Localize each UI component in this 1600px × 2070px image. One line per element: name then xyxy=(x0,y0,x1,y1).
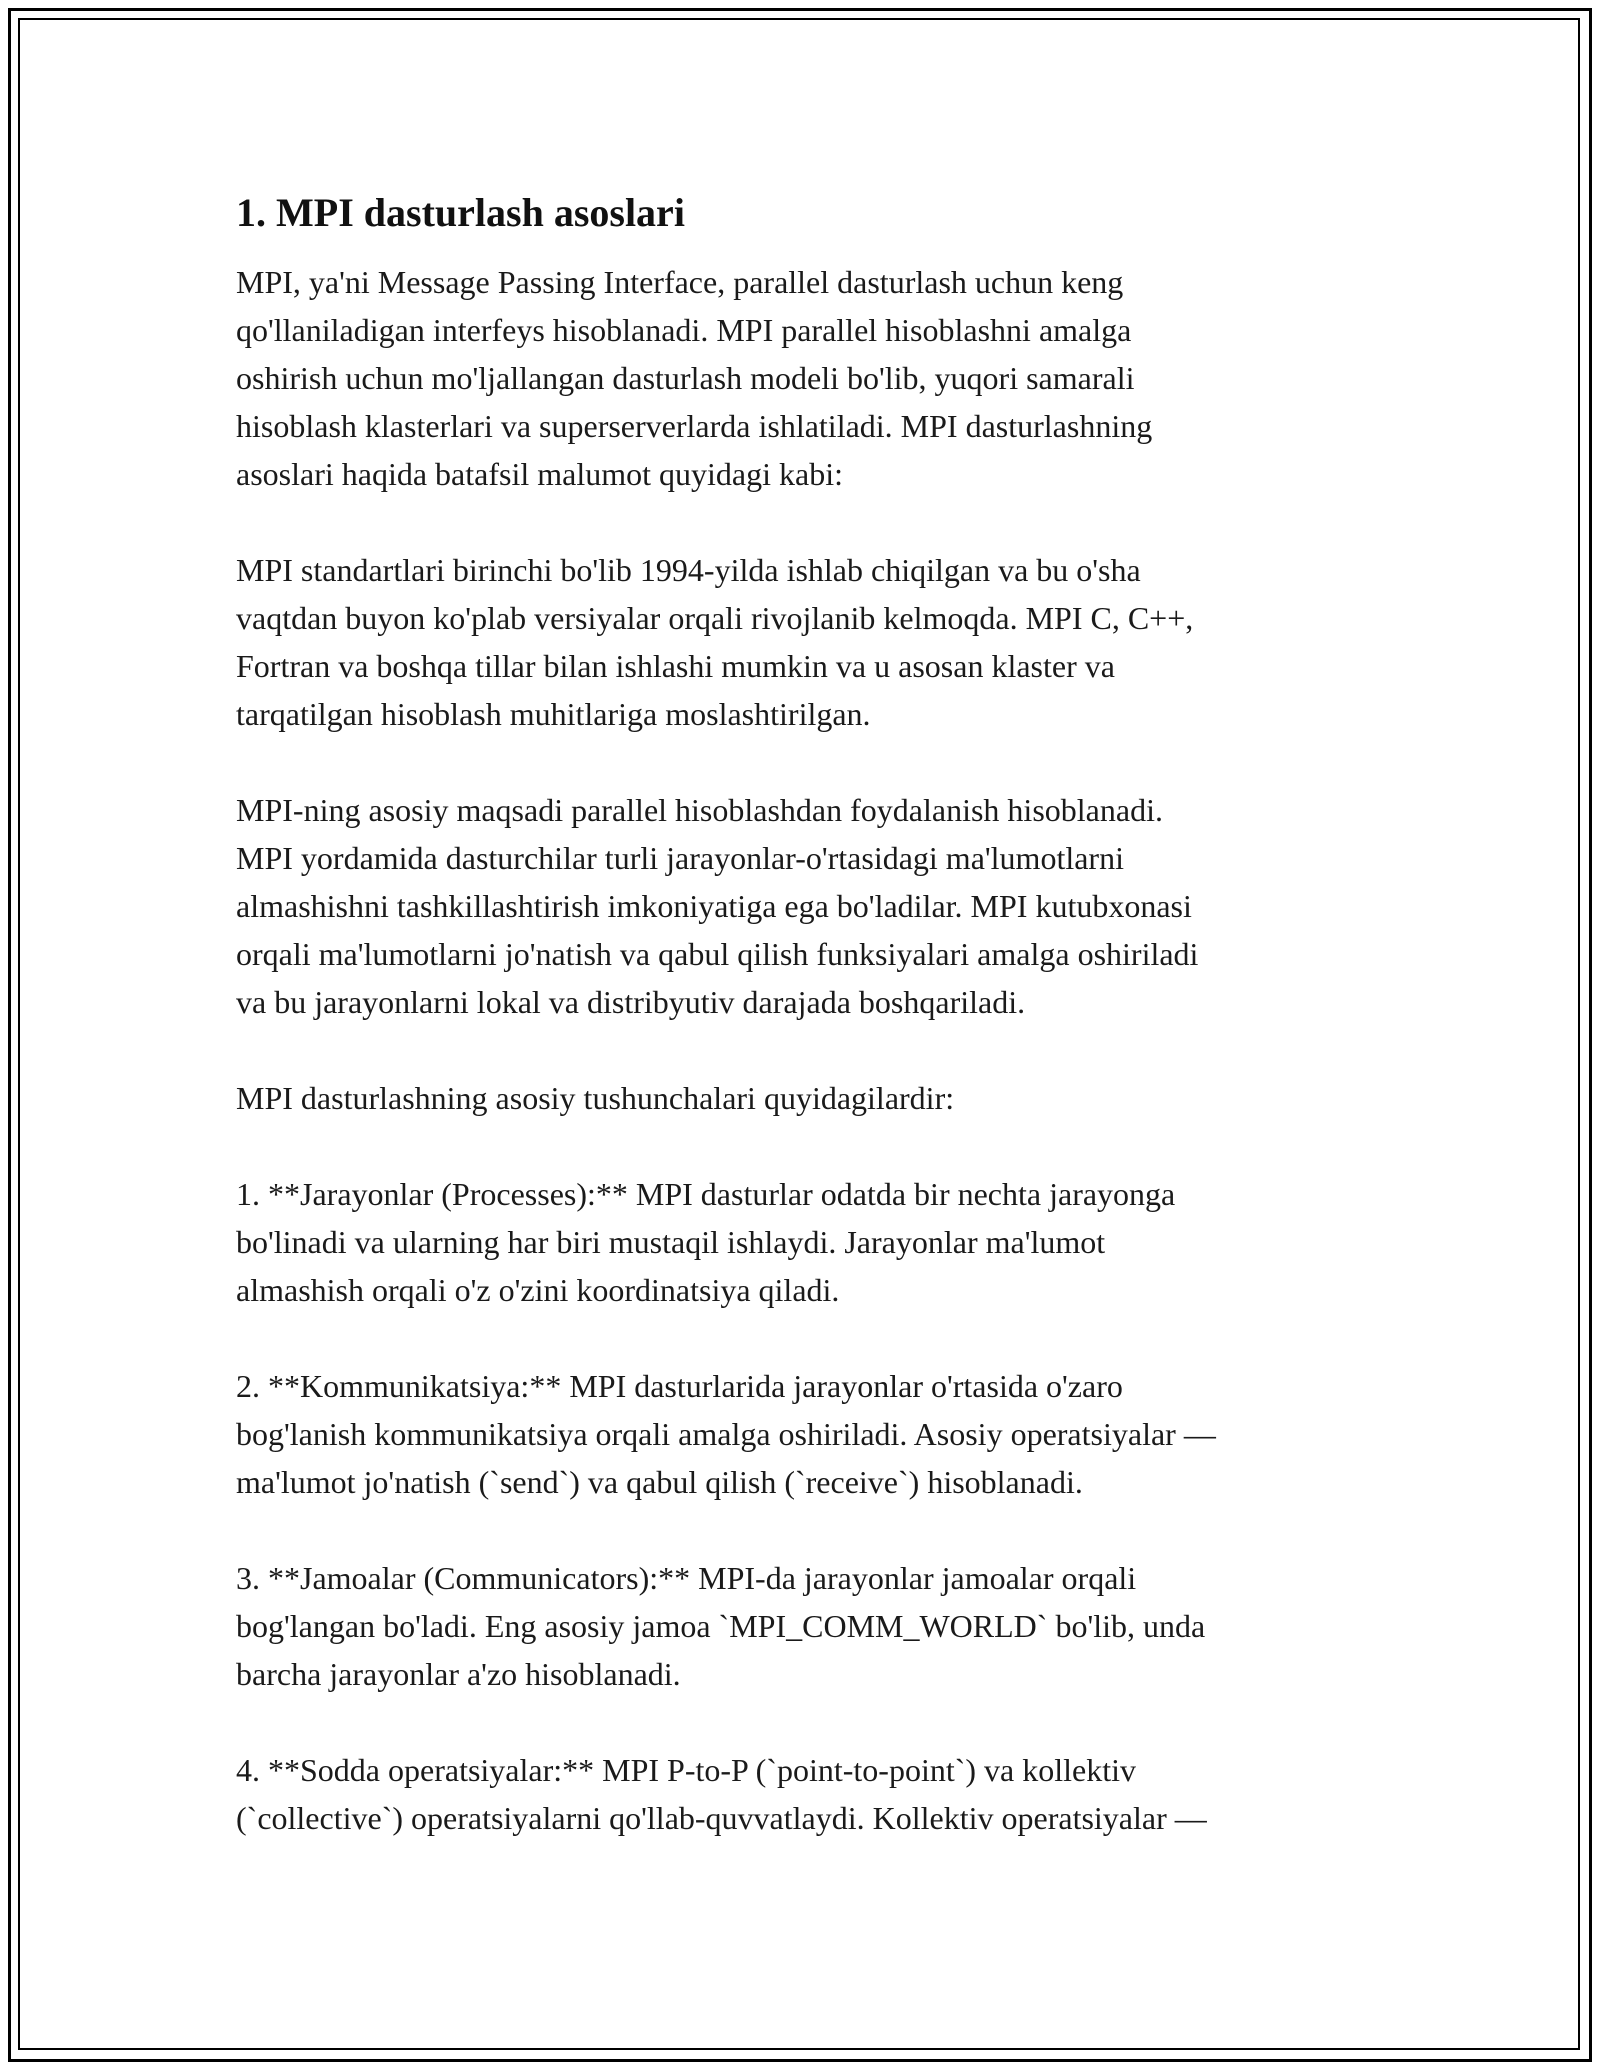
document-body xyxy=(236,185,1376,1842)
list-item-processes: 1. **Jarayonlar (Processes):** MPI dasturlar odatda bir nechta jarayonga bo'linadi va ularning har biri mustaqil ishlaydi. Jarayonlar ma'lumot almashish orqali o'z o'zini koordinatsiya qiladi. xyxy=(236,1176,1176,1308)
list-item-communication: 2. **Kommunikatsiya:** MPI dasturlarida jarayonlar o'rtasida o'zaro bog'lanish kommunikatsiya orqali amalga oshiriladi. Asosiy operatsiyalar — ma'lumot jo'natish (`send`) va qabul qilish (`receive`) hisoblanadi. xyxy=(236,1368,1216,1500)
list-item-communicators: 3. **Jamoalar (Communicators):** MPI-da jarayonlar jamoalar orqali bog'langan bo'ladi. Eng asosiy jamoa `MPI_COMM_WORLD` bo'lib, unda barcha jarayonlar a'zo hisoblanadi. xyxy=(236,1560,1206,1692)
list-item-operations: 4. **Sodda operatsiyalar:** MPI P-to-P (`point-to-point`) va kollektiv (`collective`) operatsiyalarni qo'llab-quvvatlaydi. Kollektiv operatsiyalar — xyxy=(236,1752,1207,1836)
paragraph-concepts-intro: MPI dasturlashning asosiy tushunchalari quyidagilardir: xyxy=(236,1080,955,1116)
paragraph-intro: MPI, ya'ni Message Passing Interface, parallel dasturlash uchun keng qo'llaniladigan interfeys hisoblanadi. MPI parallel hisoblashni amalga oshirish uchun mo'ljallangan dasturlash modeli bo'lib, yuqori samarali hisoblash klasterlari va superserverlarda ishlatiladi. MPI dasturlashning asoslari haqida batafsil malumot quyidagi kabi: xyxy=(236,264,1153,492)
paragraph-purpose: MPI-ning asosiy maqsadi parallel hisoblashdan foydalanish hisoblanadi. MPI yordamida dasturchilar turli jarayonlar-o'rtasidagi ma'lumotlarni almashishni tashkillashtirish imkoniyatiga ega bo'ladilar. MPI kutubxonasi orqali ma'lumotlarni jo'natish va qabul qilish funksiyalari amalga oshiriladi va bu jarayonlarni lokal va distribyutiv darajada boshqariladi. xyxy=(236,792,1199,1020)
section-heading: 1. MPI dasturlash asoslari xyxy=(236,190,685,235)
paragraph-history: MPI standartlari birinchi bo'lib 1994-yilda ishlab chiqilgan va bu o'sha vaqtdan buyon ko'plab versiyalar orqali rivojlanib kelmoqda. MPI C, C++, Fortran va boshqa tillar bilan ishlashi mumkin va u asosan klaster va tarqatilgan hisoblash muhitlariga moslashtirilgan. xyxy=(236,552,1194,732)
